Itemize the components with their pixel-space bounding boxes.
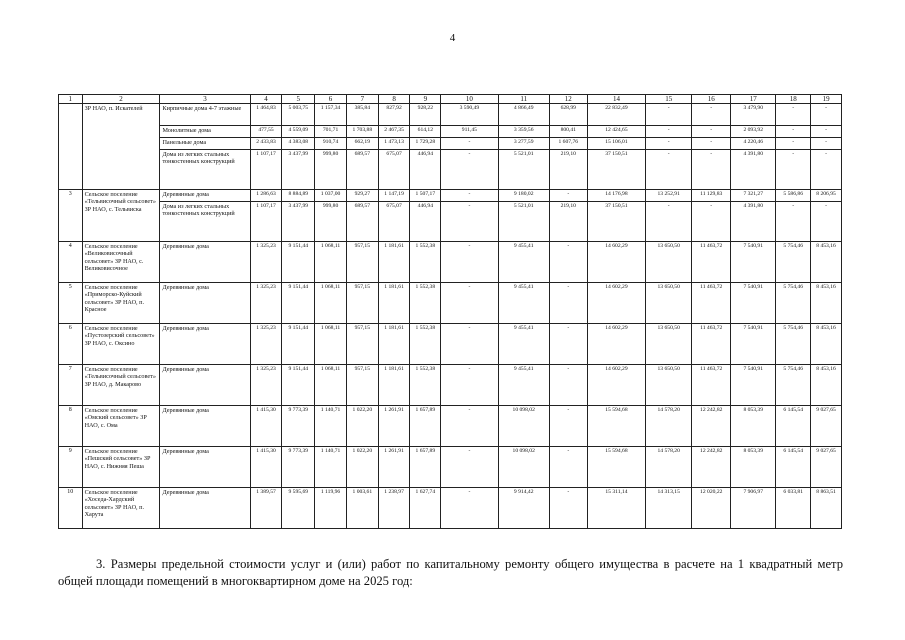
cost-value: 9 455,41 [498, 283, 549, 324]
cost-value: - [549, 447, 587, 488]
cost-value: 7 540,91 [731, 283, 776, 324]
cost-value: 1 068,11 [315, 283, 347, 324]
cost-value: 957,15 [346, 283, 378, 324]
cost-value: 1 389,57 [250, 488, 282, 529]
house-type: Деревянные дома [160, 324, 250, 365]
cost-value: 957,15 [346, 242, 378, 283]
cost-value: 1 507,17 [410, 190, 441, 202]
column-header: 2 [82, 95, 160, 104]
cost-value: - [646, 138, 692, 150]
cost-value: 14 578,20 [646, 447, 692, 488]
settlement-name: Сельское поселение «Пустозерский сельсовет» ЗР НАО, с. Оксино [82, 324, 160, 365]
cost-value: 8 453,16 [811, 365, 842, 406]
row-number [59, 104, 83, 190]
cost-value: 5 003,75 [282, 104, 315, 126]
cost-value: 3 437,99 [282, 202, 315, 242]
cost-value: 1 140,71 [315, 447, 347, 488]
row-number: 10 [59, 488, 83, 529]
cost-value: 1 552,38 [410, 283, 441, 324]
cost-value: 7 321,27 [731, 190, 776, 202]
cost-value: - [549, 406, 587, 447]
cost-value: 5 754,46 [776, 365, 811, 406]
cost-value: 1 157,34 [315, 104, 347, 126]
row-number: 5 [59, 283, 83, 324]
column-header: 9 [410, 95, 441, 104]
cost-value: 14 313,15 [646, 488, 692, 529]
cost-value: 3 590,49 [441, 104, 498, 126]
cost-value: 3 359,56 [498, 126, 549, 138]
cost-value: 628,99 [549, 104, 587, 126]
cost-table [58, 94, 842, 529]
column-header: 19 [811, 95, 842, 104]
cost-value: - [692, 150, 731, 190]
cost-value: - [549, 190, 587, 202]
cost-value: 11 463,72 [692, 324, 731, 365]
row-number: 9 [59, 447, 83, 488]
settlement-name: Сельское поселение «Великовисочный сельсовет» ЗР НАО, с. Великовисочное [82, 242, 160, 283]
column-header: 1 [59, 95, 83, 104]
cost-value: 7 540,91 [731, 365, 776, 406]
cost-value: 1 325,23 [250, 283, 282, 324]
cost-value: 957,15 [346, 324, 378, 365]
cost-value: - [776, 150, 811, 190]
cost-value: 15 106,01 [587, 138, 645, 150]
cost-value: 827,92 [378, 104, 410, 126]
cost-value: - [692, 104, 731, 126]
cost-value: 9 151,44 [282, 324, 315, 365]
table-body [59, 104, 842, 529]
cost-value: - [776, 104, 811, 126]
column-header: 5 [282, 95, 315, 104]
cost-value: 4 220,46 [731, 138, 776, 150]
column-header: 16 [692, 95, 731, 104]
column-header: 8 [378, 95, 410, 104]
row-number: 3 [59, 190, 83, 242]
cost-value: 9 180,02 [498, 190, 549, 202]
cost-value: 1 627,74 [410, 488, 441, 529]
cost-value: - [811, 104, 842, 126]
row-number: 8 [59, 406, 83, 447]
column-header: 6 [315, 95, 347, 104]
cost-value: 4 866,49 [498, 104, 549, 126]
row-number: 4 [59, 242, 83, 283]
row-number: 7 [59, 365, 83, 406]
cost-value: - [549, 488, 587, 529]
cost-value: 13 252,91 [646, 190, 692, 202]
cost-value: 701,71 [315, 126, 347, 138]
settlement-name: Сельское поселение «Тельвисочный сельсовет» ЗР НАО, с. Тельвиска [82, 190, 160, 242]
cost-value: 219,10 [549, 150, 587, 190]
house-type: Деревянные дома [160, 406, 250, 447]
cost-value: 689,57 [346, 150, 378, 190]
cost-value: - [776, 138, 811, 150]
cost-value: 999,80 [315, 150, 347, 190]
cost-value: 1 068,11 [315, 242, 347, 283]
cost-value: 1 181,61 [378, 283, 410, 324]
cost-value: 1 261,91 [378, 447, 410, 488]
cost-value: 1 068,11 [315, 365, 347, 406]
cost-value: 1 325,23 [250, 365, 282, 406]
cost-value: 9 151,44 [282, 283, 315, 324]
cost-value: 8 453,16 [811, 324, 842, 365]
house-type: Деревянные дома [160, 242, 250, 283]
cost-value: 15 311,14 [587, 488, 645, 529]
cost-value: 9 027,65 [811, 447, 842, 488]
cost-value: 1 037,00 [315, 190, 347, 202]
house-type: Монолитные дома [160, 126, 250, 138]
cost-value: 6 033,81 [776, 488, 811, 529]
cost-value: 1 261,91 [378, 406, 410, 447]
cost-value: 9 773,39 [282, 447, 315, 488]
cost-value: 4 391,80 [731, 202, 776, 242]
cost-value: 6 145,54 [776, 447, 811, 488]
cost-value: - [692, 126, 731, 138]
settlement-name: Сельское поселение «Приморско-Куйский сельсовет» ЗР НАО, п. Красное [82, 283, 160, 324]
cost-value: 1 607,76 [549, 138, 587, 150]
cost-value: - [646, 104, 692, 126]
cost-value: 5 754,46 [776, 283, 811, 324]
row-number: 6 [59, 324, 83, 365]
column-header: 3 [160, 95, 250, 104]
cost-value: 5 754,46 [776, 324, 811, 365]
cost-value: - [441, 150, 498, 190]
column-header: 18 [776, 95, 811, 104]
cost-value: 6 145,54 [776, 406, 811, 447]
cost-value: - [692, 202, 731, 242]
settlement-name: ЗР НАО, п. Искателей [82, 104, 160, 190]
column-header: 4 [250, 95, 282, 104]
cost-value: - [692, 138, 731, 150]
cost-value: 8 863,51 [811, 488, 842, 529]
cost-value: - [441, 202, 498, 242]
cost-value: 14 602,29 [587, 242, 645, 283]
table-row [59, 190, 842, 202]
cost-value: 675,07 [378, 202, 410, 242]
cost-value: 9 455,41 [498, 242, 549, 283]
cost-value: 1 703,88 [346, 126, 378, 138]
cost-value: 14 176,98 [587, 190, 645, 202]
cost-value: 12 242,82 [692, 406, 731, 447]
cost-value: 8 453,16 [811, 242, 842, 283]
cost-value: 1 147,19 [378, 190, 410, 202]
table-row [59, 202, 842, 242]
cost-value: 11 129,83 [692, 190, 731, 202]
house-type: Деревянные дома [160, 190, 250, 202]
cost-value: 3 277,59 [498, 138, 549, 150]
house-type: Деревянные дома [160, 283, 250, 324]
section-paragraph: 3. Размеры предельной стоимости услуг и (или) работ по капитальному ремонту общего имущества в расчете на 1 квадратный метр общей площади помещений в многоквартирном доме на 2025 год: [58, 557, 843, 588]
cost-value: 219,10 [549, 202, 587, 242]
cost-value: 9 455,41 [498, 324, 549, 365]
column-header: 10 [441, 95, 498, 104]
settlement-name: Сельское поселение «Омский сельсовет» ЗР НАО, с. Ома [82, 406, 160, 447]
table-row [59, 488, 842, 529]
table-row [59, 104, 842, 126]
cost-value: 37 150,51 [587, 202, 645, 242]
cost-value: 14 602,29 [587, 365, 645, 406]
cost-value: - [441, 488, 498, 529]
cost-value: 4 383,08 [282, 138, 315, 150]
cost-value: - [441, 447, 498, 488]
cost-value: - [811, 138, 842, 150]
cost-value: - [811, 150, 842, 190]
cost-value: 5 521,01 [498, 150, 549, 190]
table-row [59, 126, 842, 138]
cost-value: 12 424,65 [587, 126, 645, 138]
cost-value: 8 453,16 [811, 283, 842, 324]
page-number: 4 [449, 32, 456, 44]
column-header: 12 [549, 95, 587, 104]
cost-value: 8 884,89 [282, 190, 315, 202]
cost-value: 614,12 [410, 126, 441, 138]
cost-value: 1 286,63 [250, 190, 282, 202]
column-header: 11 [498, 95, 549, 104]
cost-value: 12 020,22 [692, 488, 731, 529]
table-row [59, 447, 842, 488]
settlement-name: Сельское поселение «Пешский сельсовет» ЗР НАО, с. Нижняя Пеша [82, 447, 160, 488]
column-header: 14 [587, 95, 645, 104]
cost-value: 1 415,30 [250, 406, 282, 447]
settlement-name: Сельское поселение «Тельвисочный сельсовет» ЗР НАО, д. Макарово [82, 365, 160, 406]
cost-value: 9 914,42 [498, 488, 549, 529]
cost-value: 1 181,61 [378, 242, 410, 283]
column-header: 7 [346, 95, 378, 104]
cost-value: 3 479,90 [731, 104, 776, 126]
cost-value: - [441, 324, 498, 365]
cost-value: 5 754,46 [776, 242, 811, 283]
cost-value: 9 027,65 [811, 406, 842, 447]
cost-value: 4 559,09 [282, 126, 315, 138]
cost-value: 4 391,80 [731, 150, 776, 190]
cost-value: 5 586,86 [776, 190, 811, 202]
cost-value: 13 650,50 [646, 283, 692, 324]
cost-value: 9 151,44 [282, 242, 315, 283]
cost-value: - [646, 202, 692, 242]
cost-value: 12 242,82 [692, 447, 731, 488]
cost-value: 14 578,20 [646, 406, 692, 447]
house-type: Панельные дома [160, 138, 250, 150]
cost-value: 1 325,23 [250, 242, 282, 283]
cost-value: 446,94 [410, 150, 441, 190]
cost-value: 9 595,69 [282, 488, 315, 529]
cost-value: 446,94 [410, 202, 441, 242]
cost-value: 7 540,91 [731, 324, 776, 365]
cost-value: 3 437,99 [282, 150, 315, 190]
cost-value: 1 729,28 [410, 138, 441, 150]
cost-value: 1 657,89 [410, 447, 441, 488]
cost-value: 1 107,17 [250, 202, 282, 242]
column-header: 17 [731, 95, 776, 104]
cost-value: 11 463,72 [692, 365, 731, 406]
cost-value: 7 906,97 [731, 488, 776, 529]
table-row [59, 365, 842, 406]
cost-value: 14 602,29 [587, 324, 645, 365]
cost-value: 1 657,89 [410, 406, 441, 447]
cost-value: 11 463,72 [692, 283, 731, 324]
cost-value: - [776, 202, 811, 242]
cost-value: 2 467,35 [378, 126, 410, 138]
cost-value: 10 098,02 [498, 406, 549, 447]
cost-value: 9 151,44 [282, 365, 315, 406]
cost-value: 5 521,01 [498, 202, 549, 242]
house-type: Деревянные дома [160, 447, 250, 488]
table-row [59, 138, 842, 150]
cost-value: 1 552,38 [410, 365, 441, 406]
cost-value: - [646, 150, 692, 190]
cost-value: 928,22 [410, 104, 441, 126]
cost-value: 8 053,39 [731, 406, 776, 447]
cost-value: 1 415,30 [250, 447, 282, 488]
table-row [59, 324, 842, 365]
cost-value: 1 107,17 [250, 150, 282, 190]
cost-value: 8 206,95 [811, 190, 842, 202]
house-type: Дома из легких стальных тонкостенных конструкций [160, 202, 250, 242]
cost-value: 911,45 [441, 126, 498, 138]
house-type: Дома из легких стальных тонкостенных конструкций [160, 150, 250, 190]
cost-value: 1 552,38 [410, 324, 441, 365]
house-type: Кирпичные дома 4-7 этажные [160, 104, 250, 126]
cost-value: 15 594,68 [587, 447, 645, 488]
cost-value: 385,84 [346, 104, 378, 126]
cost-value: - [441, 283, 498, 324]
cost-value: 1 181,61 [378, 324, 410, 365]
cost-value: 1 140,71 [315, 406, 347, 447]
cost-value: 7 540,91 [731, 242, 776, 283]
cost-value: 1 552,38 [410, 242, 441, 283]
cost-value: 1 022,20 [346, 406, 378, 447]
cost-value: 1 068,11 [315, 324, 347, 365]
table-row [59, 242, 842, 283]
table-row [59, 150, 842, 190]
cost-value: 2 433,83 [250, 138, 282, 150]
table-row [59, 406, 842, 447]
cost-value: - [811, 126, 842, 138]
cost-value: 1 022,20 [346, 447, 378, 488]
cost-value: 14 602,29 [587, 283, 645, 324]
cost-value: 9 773,39 [282, 406, 315, 447]
cost-value: 13 650,50 [646, 365, 692, 406]
cost-value: 675,07 [378, 150, 410, 190]
cost-value: - [549, 242, 587, 283]
settlement-name: Сельское поселение «Хоседа-Хардский сельсовет» ЗР НАО, п. Харута [82, 488, 160, 529]
cost-value: 1 464,83 [250, 104, 282, 126]
cost-value: 999,80 [315, 202, 347, 242]
cost-value: 13 650,50 [646, 242, 692, 283]
cost-value: - [441, 190, 498, 202]
cost-value: 1 473,13 [378, 138, 410, 150]
cost-value: 1 119,96 [315, 488, 347, 529]
cost-value: - [441, 365, 498, 406]
cost-value: - [441, 242, 498, 283]
cost-value: 929,27 [346, 190, 378, 202]
cost-value: 957,15 [346, 365, 378, 406]
cost-value: - [776, 126, 811, 138]
cost-value: 9 455,41 [498, 365, 549, 406]
cost-value: 2 093,92 [731, 126, 776, 138]
cost-value: 689,57 [346, 202, 378, 242]
cost-value: - [549, 283, 587, 324]
column-header: 15 [646, 95, 692, 104]
cost-value: 662,19 [346, 138, 378, 150]
cost-value: 13 650,50 [646, 324, 692, 365]
cost-value: - [549, 324, 587, 365]
cost-value: 477,55 [250, 126, 282, 138]
cost-value: 8 053,39 [731, 447, 776, 488]
cost-value: 11 463,72 [692, 242, 731, 283]
table-row [59, 283, 842, 324]
house-type: Деревянные дома [160, 488, 250, 529]
cost-value: 15 594,68 [587, 406, 645, 447]
cost-value: - [441, 138, 498, 150]
cost-value: 1 003,61 [346, 488, 378, 529]
cost-value: 1 325,23 [250, 324, 282, 365]
cost-value: 22 832,49 [587, 104, 645, 126]
cost-value: 910,74 [315, 138, 347, 150]
cost-value: 10 098,02 [498, 447, 549, 488]
cost-value: 1 238,97 [378, 488, 410, 529]
cost-value: - [646, 126, 692, 138]
cost-value: - [811, 202, 842, 242]
cost-value: 37 150,51 [587, 150, 645, 190]
cost-value: - [549, 365, 587, 406]
cost-value: 1 181,61 [378, 365, 410, 406]
cost-value: - [441, 406, 498, 447]
house-type: Деревянные дома [160, 365, 250, 406]
cost-value: 800,41 [549, 126, 587, 138]
table-header-row [59, 95, 842, 104]
